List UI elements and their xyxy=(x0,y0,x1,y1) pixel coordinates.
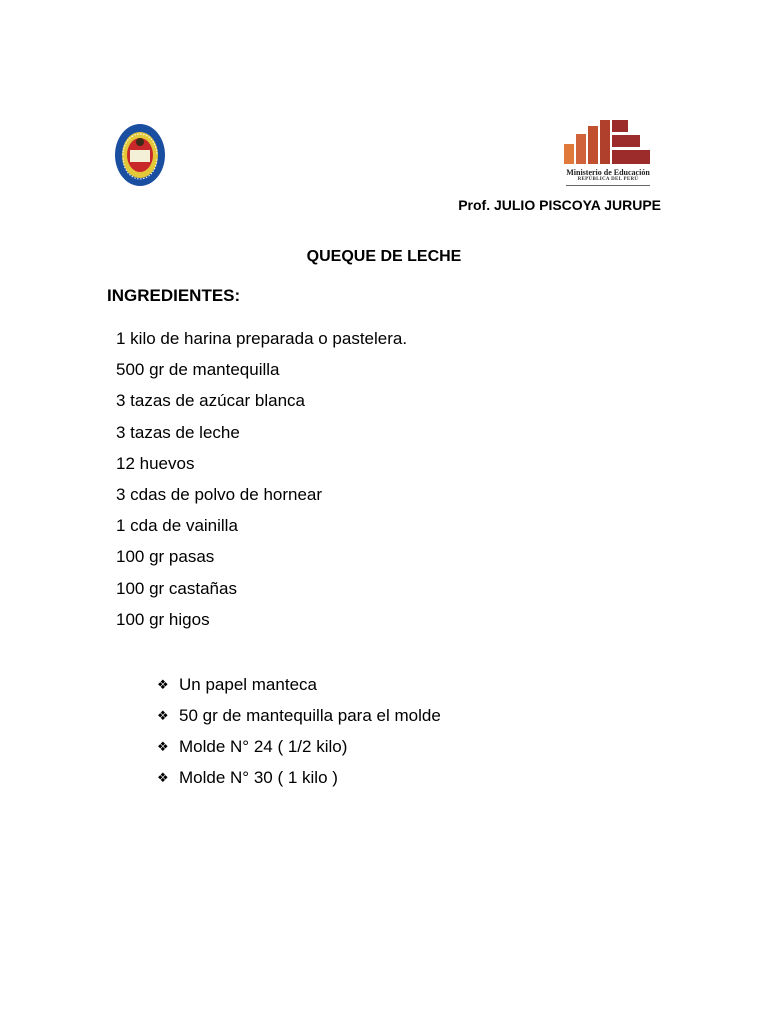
ingredient-item: 3 tazas de azúcar blanca xyxy=(116,391,306,411)
ingredient-item: 500 gr de mantequilla xyxy=(116,360,280,380)
diamond-bullet-icon: ❖ xyxy=(157,676,169,692)
ingredient-item: 100 gr castañas xyxy=(116,578,237,598)
extra-item xyxy=(157,700,441,731)
teacher-name: Prof. JULIO PISCOYA JURUPE xyxy=(458,197,661,213)
recipe-title: QUEQUE DE LECHE xyxy=(306,248,462,265)
ministry-subtitle: REPÚBLICA DEL PERÚ xyxy=(577,177,639,182)
ingredient-item: 3 tazas de leche xyxy=(116,422,240,442)
school-logo xyxy=(113,122,167,188)
diamond-bullet-icon: ❖ xyxy=(157,769,169,785)
ingredient-item: 3 cdas de polvo de hornear xyxy=(116,484,323,504)
extra-item-label: Molde N° 24 ( 1/2 kilo) xyxy=(179,736,348,756)
extra-item-label: 50 gr de mantequilla para el molde xyxy=(179,705,441,725)
extras-list xyxy=(157,669,441,793)
ingredients-heading: INGREDIENTES: xyxy=(107,286,241,305)
extra-item-label: Molde N° 30 ( 1 kilo ) xyxy=(179,767,338,787)
ingredients-list xyxy=(116,327,407,639)
ministry-logo xyxy=(560,116,656,188)
extra-item xyxy=(157,669,441,700)
ingredient-item: 1 kilo de harina preparada o pastelera. xyxy=(116,329,408,348)
extra-item xyxy=(157,762,441,793)
ingredient-item: 100 gr pasas xyxy=(116,547,215,567)
ingredient-item: 12 huevos xyxy=(116,453,195,473)
ingredient-item: 100 gr higos xyxy=(116,609,210,629)
diamond-bullet-icon: ❖ xyxy=(157,738,169,754)
ministry-divider xyxy=(566,185,650,186)
ingredient-item: 1 cda de vainilla xyxy=(116,516,238,536)
ministry-name: Ministerio de Educación xyxy=(566,168,650,177)
extra-item-label: Un papel manteca xyxy=(179,674,317,694)
ministry-bars-icon xyxy=(560,116,656,168)
extra-item xyxy=(157,731,441,762)
diamond-bullet-icon: ❖ xyxy=(157,707,169,723)
